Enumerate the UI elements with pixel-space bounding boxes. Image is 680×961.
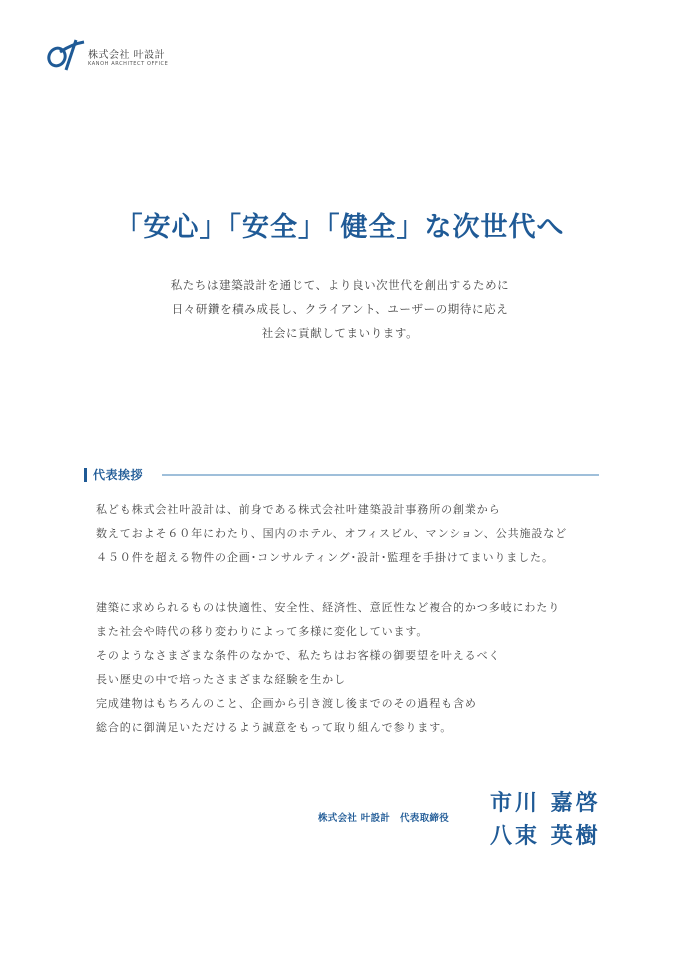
signature-name: 市川 嘉啓: [490, 790, 601, 816]
message-line: 完成建物はもちろんのこと、企画から引き渡し後までのその過程も含め: [96, 697, 477, 710]
message-line: 長い歴史の中で培ったさまざまな経験を生かし: [96, 673, 346, 686]
logo-mark-icon: [46, 38, 86, 72]
page-headline: 「安心」「安全」「健全」な次世代へ: [115, 212, 565, 243]
section-marker: [84, 468, 87, 482]
logo-subtitle: KANOH ARCHITECT OFFICE: [88, 61, 169, 67]
intro-line: 日々研鑽を積み成長し、クライアント、ユーザーの期待に応え: [171, 302, 509, 316]
message-line: そのようなさまざまな条件のなかで、私たちはお客様の御要望を叶えるべく: [96, 649, 501, 662]
message-line: また社会や時代の移り変わりによって多様に変化しています。: [96, 625, 429, 638]
logo-company-name: 株式会社 叶設計: [88, 50, 166, 61]
section-title: 代表挨拶: [93, 468, 144, 482]
section-divider: [162, 474, 599, 476]
signature-title: 株式会社 叶設計 代表取締役: [318, 813, 450, 824]
intro-line: 社会に貢献してまいります。: [261, 326, 419, 340]
message-line: 私ども株式会社叶設計は、前身である株式会社叶建築設計事務所の創業から: [96, 503, 501, 516]
message-line: ４５０件を超える物件の企画･コンサルティング･設計･監理を手掛けてまいりました。: [96, 551, 554, 564]
message-line: 数えておよそ６０年にわたり、国内のホテル、オフィスビル、マンション、公共施設など: [96, 527, 568, 540]
signature-name: 八束 英樹: [490, 823, 601, 849]
intro-line: 私たちは建築設計を通じて、より良い次世代を創出するために: [170, 278, 510, 292]
message-line: 建築に求められるものは快適性、安全性、経済性、意匠性など複合的かつ多岐にわたり: [96, 601, 561, 614]
message-line: 総合的に御満足いただけるよう誠意をもって取り組んで参ります。: [96, 721, 453, 734]
